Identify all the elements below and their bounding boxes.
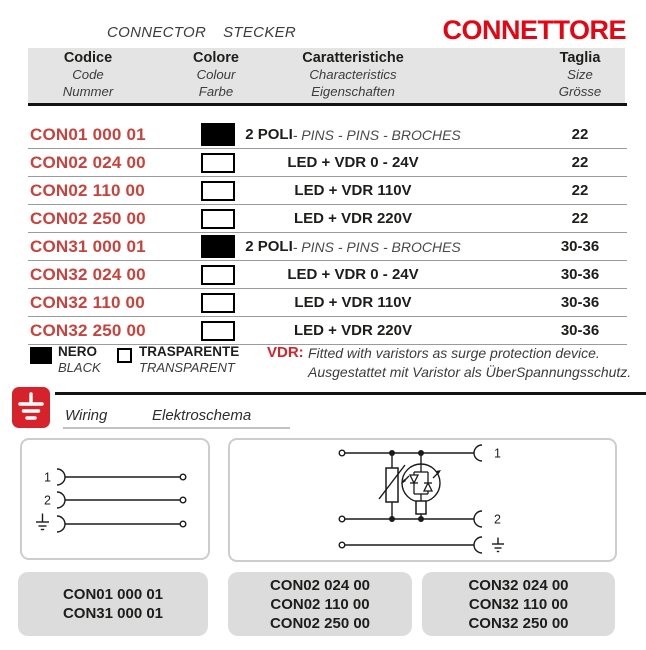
size-value: 30-36 (560, 238, 600, 255)
pin-label-1: 1 (494, 446, 501, 461)
size-value: 22 (571, 126, 589, 143)
characteristic: 2 POLI (245, 126, 293, 143)
legend-transparent-swatch (117, 348, 132, 363)
legend-transparent-label-it: TRASPARENTE (139, 344, 240, 359)
table-row (28, 121, 627, 149)
column-header-colour: Colore Colour Farbe (193, 50, 239, 99)
table-row: CON31 000 01 2 POLI - PINS - PINS - BROCHES 30-36 (28, 233, 627, 261)
table-header-band (28, 48, 625, 103)
wiring-diagram-simple (20, 438, 210, 560)
table-row (28, 289, 627, 317)
wiring-diagram-led-vdr (228, 438, 617, 562)
color-swatch (201, 153, 235, 173)
color-swatch (201, 265, 235, 285)
product-code: CON02 024 00 (30, 152, 146, 172)
characteristic: LED + VDR 110V (294, 182, 412, 199)
column-header-characteristics: Caratteristiche Characteristics Eigenschaften (302, 50, 404, 99)
size-value: 22 (571, 182, 589, 199)
color-swatch (201, 321, 235, 341)
pin-label-2: 2 (494, 512, 501, 527)
code-line: CON02 250 00 (269, 614, 371, 632)
varistor-symbol (379, 453, 405, 519)
code-line: CON02 024 00 (269, 576, 371, 594)
product-code: CON02 250 00 (30, 208, 146, 228)
table-row (28, 317, 627, 345)
subtitle-connector: CONNECTOR (107, 24, 207, 41)
led-symbol (401, 453, 441, 519)
earth-icon (12, 387, 50, 428)
characteristic: LED + VDR 220V (294, 322, 412, 339)
table-row (28, 177, 627, 205)
code-group-box-con32 (422, 572, 615, 636)
size-value: 30-36 (560, 322, 600, 339)
code-group-box-simple (18, 572, 208, 636)
pin-label-2: 2 (44, 493, 51, 508)
column-header-size: Taglia Size Grösse (558, 50, 602, 99)
characteristic: 2 POLI (245, 238, 293, 255)
color-swatch (201, 293, 235, 313)
column-header-code: Codice Code Nummer (62, 50, 114, 99)
legend-transparent-label-en: TRANSPARENT (139, 360, 235, 375)
table-row (28, 261, 627, 289)
page-subtitle (107, 24, 296, 41)
earth-symbol (492, 538, 504, 552)
color-swatch (201, 209, 235, 229)
product-code: CON31 000 01 (30, 236, 146, 256)
characteristic: LED + VDR 0 - 24V (287, 154, 419, 171)
product-code: CON32 110 00 (30, 292, 145, 312)
characteristic: LED + VDR 220V (294, 210, 412, 227)
product-code: CON32 024 00 (30, 264, 146, 284)
page-title: CONNETTORE (442, 15, 626, 45)
vdr-note-de: Ausgestattet mit Varistor als ÜberSpannungsschutz. (308, 364, 632, 380)
legend-black-label-it: NERO (58, 344, 98, 359)
color-swatch (201, 235, 235, 258)
size-value: 22 (571, 210, 589, 227)
code-line: CON32 250 00 (468, 614, 569, 632)
size-value: 22 (571, 154, 589, 171)
wiring-section-divider (55, 392, 646, 395)
earth-symbol (36, 514, 49, 530)
code-line: CON32 024 00 (468, 576, 569, 594)
product-code: CON02 110 00 (30, 180, 145, 200)
vdr-label: VDR: (267, 344, 304, 361)
characteristic-italic: - PINS - PINS - BROCHES (292, 126, 461, 143)
pin-label-1: 1 (44, 470, 51, 485)
legend-black-label-en: BLACK (58, 360, 101, 375)
wiring-label-en: Wiring (65, 407, 108, 424)
table-row (28, 149, 627, 177)
code-line: CON32 110 00 (468, 595, 569, 613)
code-line: CON31 000 01 (62, 605, 164, 622)
size-value: 30-36 (560, 294, 600, 311)
wiring-label-de: Elektroschema (152, 407, 252, 424)
vdr-note-en: Fitted with varistors as surge protection device. (308, 345, 600, 361)
product-code: CON01 000 01 (30, 124, 146, 144)
product-code: CON32 250 00 (30, 320, 146, 340)
color-swatch (201, 181, 235, 201)
color-swatch (201, 123, 235, 146)
code-group-box-con02 (228, 572, 412, 636)
header-divider (28, 103, 627, 106)
subtitle-stecker: STECKER (223, 24, 297, 41)
product-table (28, 121, 627, 345)
code-line: CON01 000 01 (62, 586, 164, 603)
characteristic: LED + VDR 0 - 24V (287, 266, 419, 283)
code-line: CON02 110 00 (270, 595, 370, 613)
table-row (28, 205, 627, 233)
legend-black-swatch (30, 347, 52, 364)
size-value: 30-36 (560, 266, 600, 283)
wiring-label-underline (63, 427, 290, 429)
characteristic: LED + VDR 110V (294, 294, 412, 311)
